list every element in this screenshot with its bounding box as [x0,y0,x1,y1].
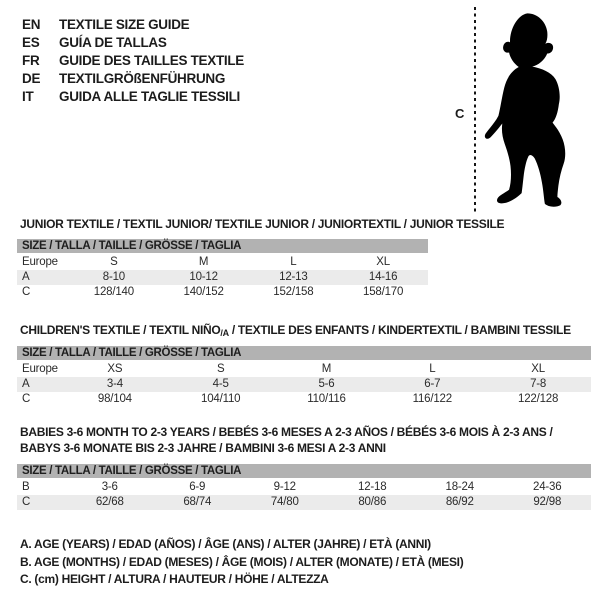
table-row-months [17,480,591,495]
height-measure-label: C [455,106,465,121]
lang-row-it [22,88,244,106]
cell: 5-6 [318,378,335,390]
size-table-header: SIZE / TALLA / TAILLE / GRÖSSE / TAGLIA [17,239,428,253]
cell: 68/74 [183,496,212,508]
row-label: C [22,393,31,405]
cell: 24-36 [533,481,562,493]
table-row-height [17,285,428,300]
cell: L [290,256,297,268]
row-label: C [22,496,31,508]
cell: 158/170 [363,286,404,298]
legend-line-a: A. AGE (YEARS) / EDAD (AÑOS) / ÂGE (ANS) / ALTER (JAHRE) / ETÀ (ANNI) [20,537,431,551]
cell: 18-24 [445,481,474,493]
cell: 74/80 [270,496,299,508]
cell: 3-6 [101,481,118,493]
baby-silhouette-icon [482,6,598,214]
measurement-legend [20,536,463,589]
cell: 12-18 [358,481,387,493]
children-title-text: CHILDREN'S TEXTILE / TEXTIL NIÑO [20,323,221,337]
children-title-subscript: /A [220,328,229,338]
cell: 140/152 [183,286,224,298]
children-title-text-2: / TEXTILE DES ENFANTS / KINDERTEXTIL / BAMBINI TESSILE [228,323,571,337]
lang-code: DE [22,71,41,86]
cell: S [110,256,118,268]
guide-title-fr: GUIDE DES TAILLES TEXTILE [59,53,245,68]
cell: 110/116 [307,393,346,405]
cell: 122/128 [518,393,559,405]
cell: 7-8 [530,378,547,390]
cell: 9-12 [273,481,296,493]
guide-title-en: TEXTILE SIZE GUIDE [59,17,190,32]
cell: 104/110 [201,393,241,405]
cell: 62/68 [95,496,124,508]
dashed-height-line [474,7,476,215]
lang-code: FR [22,53,40,68]
children-size-table [17,346,591,407]
row-label: Europe [22,256,58,268]
cell: 3-4 [106,378,123,390]
babies-title-line-2: BABYS 3-6 MONATE BIS 2-3 JAHRE / BAMBINI 3-6 MESI A 2-3 ANNI [20,441,386,455]
babies-size-table [17,464,591,510]
cell: M [321,363,332,375]
table-row-height [17,392,591,407]
cell: S [216,363,225,375]
cell: 14-16 [368,271,398,283]
junior-title-text: JUNIOR TEXTILE / TEXTIL JUNIOR/ TEXTILE JUNIOR / JUNIORTEXTIL / JUNIOR TESSILE [20,217,505,231]
size-table-header: SIZE / TALLA / TAILLE / GRÖSSE / TAGLIA [17,346,591,360]
cell: XS [107,363,123,375]
lang-code: ES [22,35,40,50]
cell: 98/104 [97,393,132,405]
babies-title-line-1: BABIES 3-6 MONTH TO 2-3 YEARS / BEBÉS 3-6 MESES A 2-3 AÑOS / BÉBÉS 3-6 MOIS À 2-3 ANS / [20,425,553,439]
cell: 92/98 [533,496,562,508]
row-label: A [22,271,30,283]
cell: 12-13 [279,271,308,283]
lang-code: EN [22,17,41,32]
cell: XL [531,363,545,375]
guide-title-it: GUIDA ALLE TAGLIE TESSILI [59,89,240,104]
guide-title-de: TEXTILGRÖßENFÜHRUNG [59,71,226,86]
children-section-title [20,322,571,341]
cell: 86/92 [445,496,474,508]
cell: 128/140 [93,286,134,298]
language-title-list [22,16,244,106]
table-row-age [17,270,428,285]
junior-section-title [20,216,504,232]
table-row-height [17,495,591,510]
junior-size-table [17,239,428,300]
row-label: A [22,378,30,390]
lang-row-de [22,70,244,88]
legend-line-c: C. (cm) HEIGHT / ALTURA / HAUTEUR / HÖHE / ALTEZZA [20,572,329,586]
row-label: Europe [22,363,58,375]
guide-title-es: GUÍA DE TALLAS [59,35,167,50]
table-row-europe [17,362,591,377]
cell: L [429,363,436,375]
legend-line-b: B. AGE (MONTHS) / EDAD (MESES) / ÂGE (MOIS) / ALTER (MONATE) / ETÀ (MESI) [20,554,464,569]
cell: XL [376,256,390,268]
cell: 8-10 [102,271,125,283]
cell: M [198,256,209,268]
table-row-europe [17,255,428,270]
size-table-header: SIZE / TALLA / TAILLE / GRÖSSE / TAGLIA [17,464,591,478]
cell: 152/158 [273,286,314,298]
row-label: B [22,481,30,493]
babies-section-title [20,424,552,456]
row-label: C [22,286,31,298]
baby-silhouette-path [485,13,565,206]
table-row-age [17,377,591,392]
cell: 6-9 [189,481,206,493]
cell: 6-7 [424,378,441,390]
cell: 80/86 [358,496,387,508]
lang-row-en [22,16,244,34]
cell: 10-12 [189,271,218,283]
cell: 116/122 [412,393,452,405]
lang-row-es [22,34,244,52]
lang-code: IT [22,89,34,104]
lang-row-fr [22,52,244,70]
cell: 4-5 [212,378,229,390]
